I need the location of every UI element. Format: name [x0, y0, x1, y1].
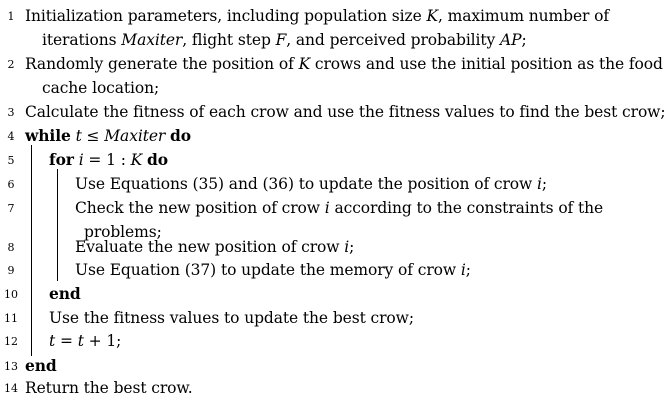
keyword-do: do	[146, 150, 168, 169]
line-number: 4	[7, 130, 15, 143]
algo-line-10	[0, 282, 624, 306]
line-number: 13	[4, 360, 18, 373]
line-text: Use Equation (37) to update the memory of crow i;	[75, 261, 471, 279]
line-text: Use Equations (35) and (36) to update the position of crow i;	[75, 175, 548, 193]
line-number: 12	[4, 335, 18, 348]
line-text: Check the new position of crow i according to the constraints of the	[75, 199, 604, 217]
line-number: 1	[7, 10, 15, 23]
line-text: for i = 1 : K do	[49, 150, 168, 169]
line-text: iterations Maxiter, flight step F, and perceived probability AP;	[42, 31, 527, 49]
line-number: 14	[4, 382, 18, 395]
keyword-while: while	[25, 126, 71, 145]
line-number: 9	[7, 264, 15, 277]
algo-line-14	[0, 376, 624, 400]
line-number: 7	[7, 202, 15, 215]
algo-line-11	[0, 306, 624, 330]
line-number: 5	[7, 154, 15, 167]
algo-line-1	[0, 4, 624, 28]
line-text: Evaluate the new position of crow i;	[75, 238, 355, 256]
line-text: t = t + 1;	[49, 332, 122, 350]
algo-line-13	[0, 354, 624, 378]
algo-line-5	[0, 148, 624, 172]
keyword-end: end	[49, 284, 81, 303]
line-number: 8	[7, 241, 15, 254]
line-number: 6	[7, 178, 15, 191]
algo-line-1-cont	[0, 28, 624, 52]
line-number: 2	[7, 58, 15, 71]
line-text: Randomly generate the position of K crows and use the initial position as the food	[25, 55, 663, 73]
algo-line-3	[0, 100, 665, 124]
algo-line-6	[0, 172, 624, 196]
algo-line-2	[0, 52, 663, 76]
line-text: Calculate the fitness of each crow and use the fitness values to find the best crow;	[25, 103, 665, 121]
keyword-for: for	[49, 150, 74, 169]
keyword-end: end	[25, 356, 57, 375]
line-number: 11	[4, 312, 18, 325]
line-text: Initialization parameters, including population size K, maximum number of	[25, 7, 610, 25]
algo-line-8	[0, 235, 624, 259]
algo-line-12	[0, 329, 624, 353]
algo-line-9	[0, 258, 624, 282]
algo-line-7	[0, 196, 624, 220]
line-number: 3	[7, 106, 15, 119]
algo-line-4	[0, 124, 624, 148]
line-number: 10	[4, 288, 18, 301]
algo-line-2-cont	[0, 76, 624, 100]
line-text: Return the best crow.	[25, 379, 193, 397]
line-text: cache location;	[42, 79, 160, 97]
line-text: problems;	[84, 223, 162, 241]
line-text: Use the fitness values to update the best crow;	[49, 309, 414, 327]
line-text: while t ≤ Maxiter do	[25, 126, 192, 145]
keyword-do: do	[170, 126, 192, 145]
